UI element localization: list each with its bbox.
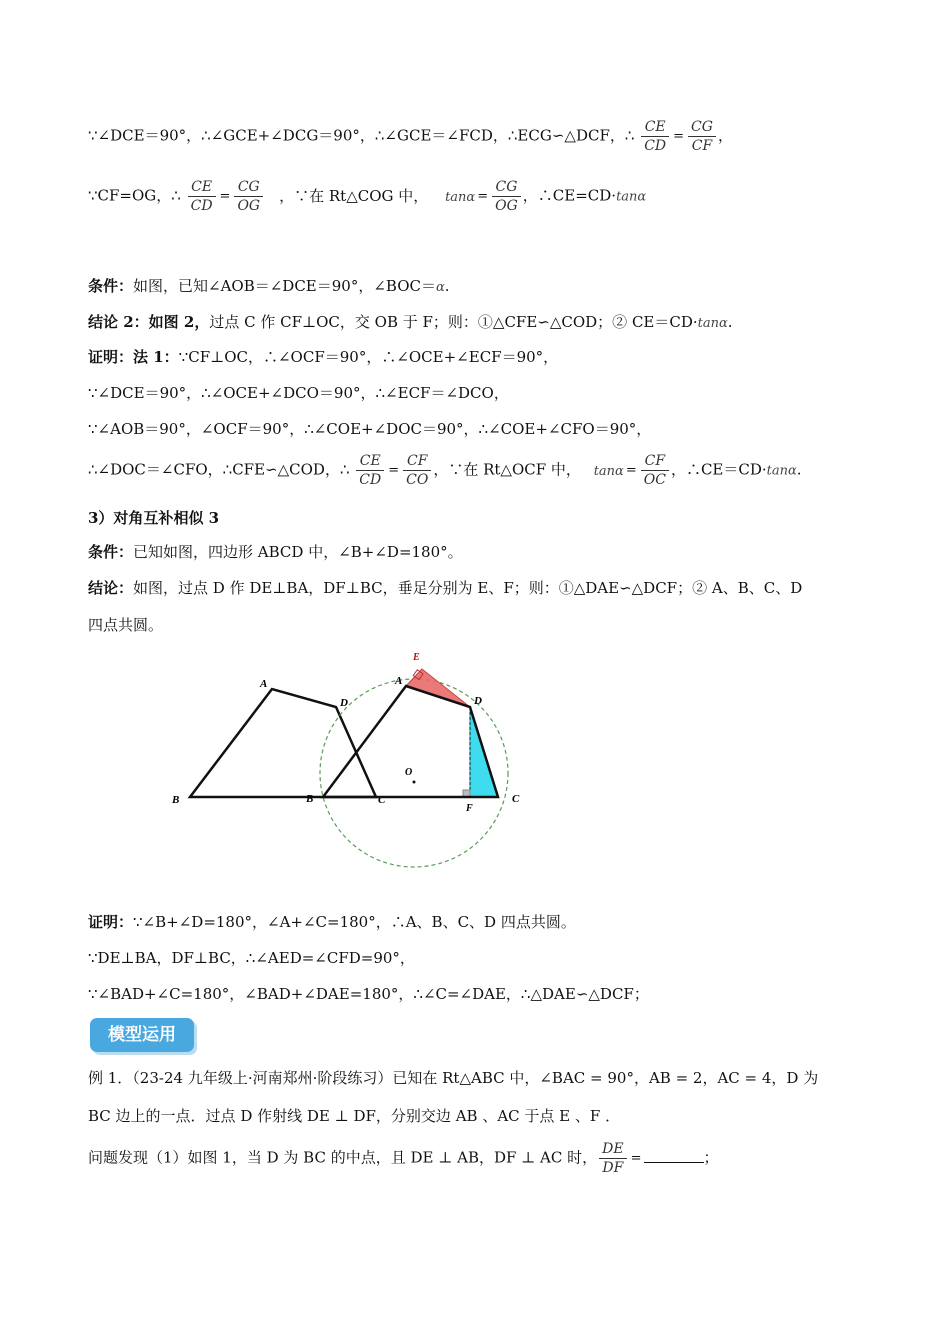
- proof-text: ，∵在 Rt△OCF 中，: [433, 460, 581, 479]
- equals-sign: =: [477, 188, 489, 204]
- section-heading: 3）对角互补相似 3: [88, 509, 220, 527]
- condition-3: [88, 542, 870, 562]
- conclusion-label: 结论：: [88, 579, 134, 597]
- label-d-right: D: [474, 695, 482, 707]
- proof-text: ，∵在 Rt△COG 中，: [279, 186, 429, 205]
- punct: .: [727, 313, 733, 331]
- example-text: 例 1．（23-24 九年级上·河南郑州·阶段练习）已知在 Rt△ABC 中，∠BAC = 90°，AB = 2，AC = 4，D 为: [88, 1069, 819, 1087]
- fraction-ce-cd: $\frac{CE}{CD}$: [188, 178, 216, 215]
- label-c-right: C: [512, 793, 520, 805]
- condition-text: 已知如图，四边形 ABCD 中，∠B+∠D=180°。: [133, 543, 463, 561]
- label-f: F: [466, 803, 473, 814]
- example-line-2: [88, 1106, 870, 1126]
- conclusion-2: [88, 312, 870, 334]
- proof-text: ∵∠BAD+∠C=180°，∠BAD+∠DAE=180°，∴∠C=∠DAE，∴△DAE∽△DCF；: [88, 985, 649, 1003]
- equals-sign: =: [673, 128, 685, 144]
- figure-cyclic: [305, 652, 520, 867]
- fraction-cg-og: $\frac{CG}{OG}$: [492, 178, 521, 215]
- example-line-3: [88, 1140, 870, 1177]
- conclusion-3: [88, 578, 870, 598]
- proof-text: ，∴CE=CD·: [522, 186, 617, 205]
- proof-text: ∵∠AOB＝90°，∠OCF＝90°，∴∠COE+∠DOC＝90°，∴∠COE+∠CFO＝90°，: [88, 420, 652, 438]
- conclusion-label: 结论 2：如图 2，: [88, 313, 210, 331]
- fraction-cg-og: $\frac{CG}{OG}$: [234, 178, 263, 215]
- proof-text: ，∴CE＝CD·: [670, 460, 767, 479]
- conclusion-text: 如图，过点 D 作 DE⊥BA，DF⊥BC，垂足分别为 E、F；则：①△DAE∽△DCF；② A、B、C、D: [133, 579, 803, 597]
- quad-abcd: [190, 689, 376, 797]
- label-c: C: [378, 794, 386, 806]
- equals-sign: =: [630, 1150, 642, 1166]
- figure-quadrilateral: [171, 678, 386, 806]
- label-b: B: [172, 794, 180, 806]
- punct: ，: [717, 126, 733, 145]
- proof-text: ∵DE⊥BA，DF⊥BC，∴∠AED=∠CFD=90°，: [88, 949, 415, 967]
- proof-text: ∵CF⊥OC，∴∠OCF＝90°，∴∠OCE+∠ECF＝90°，: [178, 348, 559, 366]
- label-e: E: [413, 652, 420, 663]
- proof2-line-0: [88, 347, 870, 367]
- fraction-cf-oc: $\frac{CF}{OC}$: [641, 452, 669, 489]
- proof3-line-1: [88, 948, 870, 968]
- example-text: 问题发现（1）如图 1，当 D 为 BC 的中点，且 DE ⊥ AB，DF ⊥ AC 时，: [88, 1148, 598, 1167]
- alpha-symbol: α: [436, 280, 445, 295]
- tan-alpha: tanα: [616, 189, 647, 205]
- fraction-ce-cd: $\frac{CE}{CD}$: [356, 452, 384, 489]
- proof-text: ∵∠B+∠D=180°，∠A+∠C=180°，∴A、B、C、D 四点共圆。: [133, 913, 576, 931]
- proof2-line-2: [88, 419, 870, 439]
- tan-alpha: tanα: [697, 316, 728, 331]
- tan-alpha: tanα: [593, 463, 624, 479]
- geometry-figures: [82, 640, 532, 880]
- proof3-line-0: [88, 912, 870, 932]
- model-usage-badge: 模型运用: [90, 1018, 194, 1052]
- fraction-ce-cd: $\frac{CE}{CD}$: [641, 118, 669, 155]
- proof-text: ∵∠DCE＝90°，∴∠GCE+∠DCG＝90°，∴∠GCE＝∠FCD，∴ECG∽△DCF，∴: [88, 126, 635, 145]
- example-line-1: [88, 1068, 870, 1088]
- label-b-right: B: [306, 793, 314, 805]
- proof3-line-2: [88, 984, 870, 1004]
- example-text: BC 边上的一点．过点 D 作射线 DE ⊥ DF，分别交边 AB 、AC 于点 E 、F ．: [88, 1107, 621, 1125]
- conclusion-text: 过点 C 作 CF⊥OC，交 OB 于 F；则：①△CFE∽△COD；② CE＝CD·: [209, 313, 698, 331]
- condition-label: 条件：: [88, 277, 134, 295]
- equals-sign: =: [388, 462, 400, 478]
- proof2-line-1: [88, 383, 870, 403]
- proof-text: ∵CF=OG，∴: [88, 186, 181, 205]
- section-title: [88, 508, 870, 528]
- punct: .: [444, 277, 450, 295]
- tan-alpha: tanα: [445, 189, 476, 205]
- proof-line-1: [88, 118, 870, 155]
- proof-line-2: [88, 178, 870, 215]
- conclusion-text: 四点共圆。: [88, 616, 164, 634]
- label-d: D: [340, 697, 348, 709]
- conclusion-3-cont: [88, 615, 870, 635]
- fraction-cf-co: $\frac{CF}{CO}$: [403, 452, 431, 489]
- condition-2: [88, 276, 870, 298]
- label-a: A: [260, 678, 268, 690]
- proof-text: ∵∠DCE＝90°，∴∠OCE+∠DCO＝90°，∴∠ECF＝∠DCO，: [88, 384, 509, 402]
- condition-text: 如图，已知∠AOB＝∠DCE＝90°，∠BOC＝: [133, 277, 436, 295]
- punct: .: [796, 460, 802, 479]
- punct: ；: [703, 1148, 719, 1167]
- label-a-right: A: [395, 675, 403, 687]
- label-o: O: [405, 767, 413, 778]
- fraction-de-df: $\frac{DE}{DF}$: [599, 1140, 626, 1177]
- equals-sign: =: [219, 188, 231, 204]
- proof-text: ∴∠DOC＝∠CFO，∴CFE∽△COD，∴: [88, 460, 350, 479]
- proof-label: 证明：法 1：: [88, 348, 179, 366]
- proof-label: 证明：: [88, 913, 134, 931]
- proof2-line-3: [88, 452, 870, 489]
- fraction-cg-cf: $\frac{CG}{CF}$: [688, 118, 716, 155]
- center-point: [413, 781, 416, 784]
- tan-alpha: tanα: [766, 463, 797, 479]
- condition-label: 条件：: [88, 543, 134, 561]
- equals-sign: =: [625, 462, 637, 478]
- answer-blank[interactable]: [644, 1162, 704, 1163]
